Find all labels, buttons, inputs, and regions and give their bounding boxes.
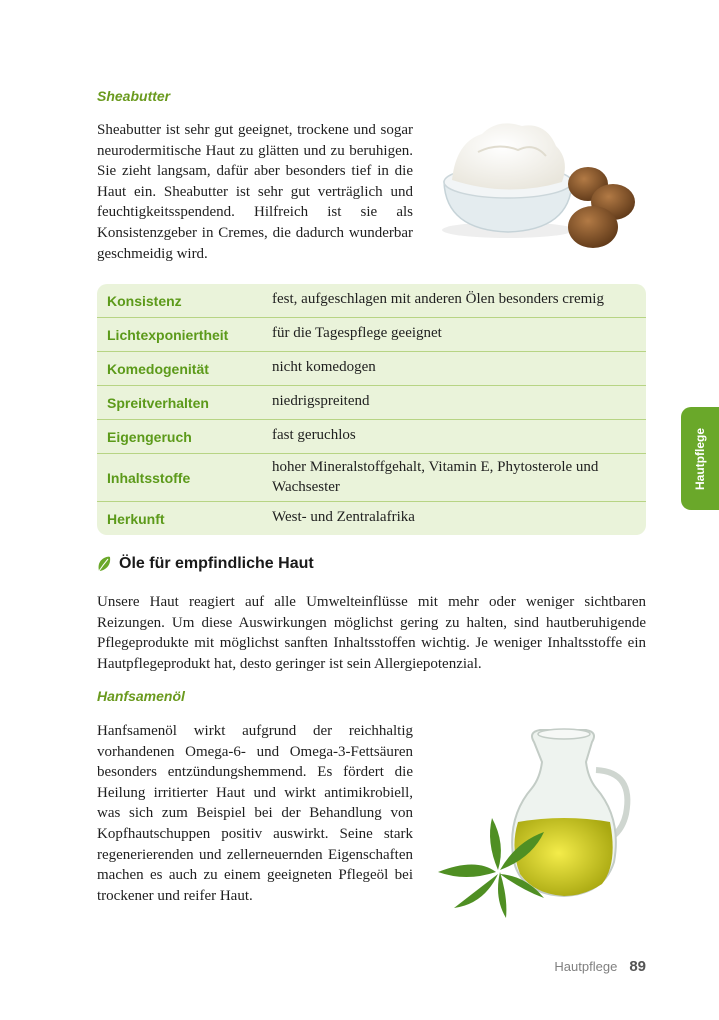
sheabutter-text: Sheabutter ist sehr gut geeignet, trockene und sogar neurodermitische Haut zu glätten und zu beruhigen. Sie zieht langsam, dafür aber besonders tief in die Haut ein. Sheabutter ist sehr gut verträglich und feuchtigkeitsspendend. Hilfreich ist sie als Konsistenzgeber in Cremes, die dadurch wunderbar geschmeidig wird. [97, 122, 413, 262]
page-footer [554, 958, 646, 975]
hempseed-oil-image [436, 722, 638, 922]
page-number: 89 [629, 958, 646, 975]
row-label-konsistenz: Konsistenz [107, 292, 182, 309]
section-heading [97, 555, 314, 573]
row-label-herkunft: Herkunft [107, 510, 165, 527]
section-title: Öle für empfindliche Haut [119, 555, 314, 572]
row-label-spreitverhalten: Spreitverhalten [107, 394, 209, 411]
table-row [97, 352, 646, 386]
row-label-inhaltsstoffe: Inhaltsstoffe [107, 469, 191, 486]
footer-section: Hautpflege [554, 959, 618, 974]
row-value-komedogenitaet: nicht komedogen [272, 359, 376, 375]
row-value-konsistenz: fest, aufgeschlagen mit anderen Ölen besonders cremig [272, 291, 604, 307]
table-row [97, 454, 646, 502]
table-row [97, 502, 646, 535]
hanf-text: Hanfsamenöl wirkt aufgrund der reichhaltig vorhandenen Omega-6- und Omega-3-Fettsäuren besonders entzündungshemmend. Es fördert die Heilung irritierter Haut und wirkt antimikrobiell, was sich zum Beispiel bei der Behandlung von Kopfhautschuppen positiv auswirkt. Seine stark regenerierenden und zellerneuernden Eigenschaften machen es auch zu einem geeigneten Pflegeöl bei trockener und reifer Haut. [97, 723, 413, 904]
row-value-eigengeruch: fast geruchlos [272, 427, 356, 443]
properties-table [97, 284, 646, 535]
row-value-lichtexponiertheit: für die Tagespflege geeignet [272, 325, 442, 341]
table-row [97, 318, 646, 352]
row-value-spreitverhalten: niedrigspreitend [272, 393, 370, 409]
side-tab [681, 407, 719, 510]
table-row [97, 284, 646, 318]
sheabutter-heading: Sheabutter [97, 88, 171, 104]
side-tab-label: Hautpflege [693, 427, 708, 490]
section-text: Unsere Haut reagiert auf alle Umwelteinflüsse mit mehr oder weniger sichtbaren Reizungen. Um diese Auswirkungen möglichst gering zu halten, sind hautberuhigende Pflegeprodukte mit möglichst sanften Inhaltsstoffen wichtig. Je weniger Inhaltsstoffe ein Hautpflegeprodukt hat, desto geringer ist sein Allergiepotenzial. [97, 594, 646, 672]
leaf-icon [97, 556, 111, 572]
row-value-herkunft: West- und Zentralafrika [272, 509, 415, 525]
row-value-inhaltsstoffe: hoher Mineralstoffgehalt, Vitamin E, Phytosterole und Wachsester [272, 459, 599, 495]
table-row [97, 420, 646, 454]
table-row [97, 386, 646, 420]
row-label-eigengeruch: Eigengeruch [107, 428, 192, 445]
hanf-heading: Hanfsamenöl [97, 688, 185, 704]
row-label-komedogenitaet: Komedogenität [107, 360, 209, 377]
sheabutter-image [438, 112, 638, 262]
row-label-lichtexponiertheit: Lichtexponiertheit [107, 326, 229, 343]
